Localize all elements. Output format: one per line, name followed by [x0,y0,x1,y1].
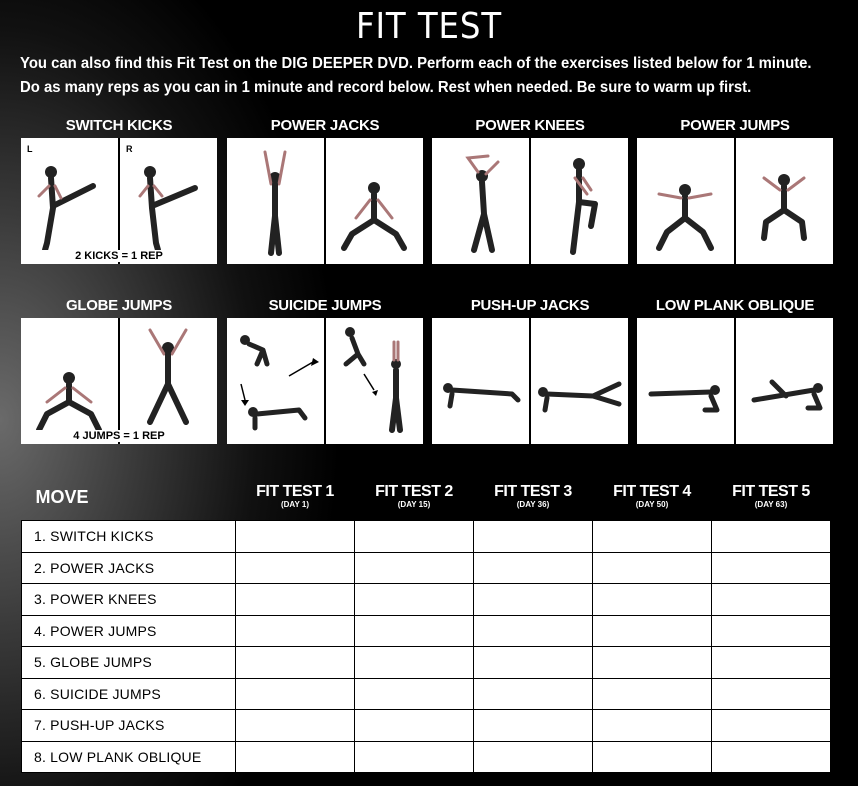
exercise-image [432,138,628,264]
rep-entry-cell[interactable] [712,710,831,742]
exercise-title: PUSH-UP JACKS [470,297,590,314]
jacks-up-figure [227,138,324,264]
move-name: 2. POWER JACKS [22,552,236,584]
rep-entry-cell[interactable] [236,647,355,679]
rep-entry-cell[interactable] [474,710,593,742]
exercise-low-plank-oblique [637,294,833,444]
fit-test-4-header: FIT TEST 4 (DAY 50) [613,483,691,509]
exercise-title: LOW PLANK OBLIQUE [655,297,815,314]
page-title: FIT TEST [355,6,503,47]
fit-test-5-header: FIT TEST 5 (DAY 63) [732,483,810,509]
rep-entry-cell[interactable] [355,615,474,647]
move-name: 3. POWER KNEES [22,584,236,616]
knees-lift-figure [531,138,628,264]
suicide-crouch-plank-figure [227,318,324,444]
rep-entry-cell[interactable] [355,678,474,710]
jumps-squat-figure [637,138,734,264]
fit-test-log-table [21,474,831,773]
exercise-title: SWITCH KICKS [65,117,173,134]
exercise-title: GLOBE JUMPS [66,297,172,314]
rep-entry-cell[interactable] [474,552,593,584]
rep-entry-cell[interactable] [712,741,831,773]
exercise-image [227,138,423,264]
kick-left-figure [21,138,118,264]
table-row [22,584,831,616]
rep-entry-cell[interactable] [236,521,355,553]
rep-entry-cell[interactable] [355,647,474,679]
exercise-title: POWER KNEES [475,117,585,134]
table-row [22,710,831,742]
rep-entry-cell[interactable] [712,615,831,647]
rep-entry-cell[interactable] [355,741,474,773]
rep-entry-cell[interactable] [712,552,831,584]
move-name: 6. SUICIDE JUMPS [22,678,236,710]
rep-entry-cell[interactable] [355,521,474,553]
kick-right-figure [120,138,217,264]
rep-entry-cell[interactable] [712,584,831,616]
rep-entry-cell[interactable] [474,741,593,773]
exercise-image [432,318,628,444]
move-name: 4. POWER JUMPS [22,615,236,647]
push-up-narrow-figure [432,318,529,444]
exercise-image [227,318,423,444]
exercise-image [21,318,217,444]
jumps-air-figure [736,138,833,264]
intro-text [20,52,812,100]
exercise-image [637,318,833,444]
rep-entry-cell[interactable] [593,678,712,710]
rep-entry-cell[interactable] [712,647,831,679]
table-row [22,678,831,710]
move-name: 7. PUSH-UP JACKS [22,710,236,742]
jacks-squat-figure [326,138,423,264]
exercise-title: SUICIDE JUMPS [268,297,382,314]
exercise-globe-jumps [21,294,217,444]
suicide-crouch-jump-figure [326,318,423,444]
rep-note: 4 JUMPS = 1 REP [21,430,217,442]
rep-entry-cell[interactable] [236,584,355,616]
exercise-title: POWER JUMPS [680,117,790,134]
globe-star-figure [120,318,217,444]
rep-entry-cell[interactable] [355,710,474,742]
move-name: 1. SWITCH KICKS [22,521,236,553]
plank-figure [637,318,734,444]
right-label: R [126,144,133,154]
rep-entry-cell[interactable] [236,710,355,742]
exercise-push-up-jacks [432,294,628,444]
left-label: L [27,144,33,154]
rep-entry-cell[interactable] [236,552,355,584]
table-row [22,741,831,773]
exercise-image [637,138,833,264]
rep-entry-cell[interactable] [593,710,712,742]
globe-squat-figure [21,318,118,444]
plank-oblique-figure [736,318,833,444]
rep-entry-cell[interactable] [474,615,593,647]
fit-test-3-header: FIT TEST 3 (DAY 36) [494,483,572,509]
move-name: 8. LOW PLANK OBLIQUE [22,741,236,773]
exercise-power-jacks [227,114,423,264]
exercise-title: POWER JACKS [270,117,380,134]
move-header: MOVE [35,486,89,507]
exercise-power-jumps [637,114,833,264]
rep-entry-cell[interactable] [593,647,712,679]
exercise-switch-kicks [21,114,217,264]
move-name: 5. GLOBE JUMPS [22,647,236,679]
table-row [22,615,831,647]
rep-note: 2 KICKS = 1 REP [21,250,217,262]
rep-entry-cell[interactable] [593,521,712,553]
rep-entry-cell[interactable] [355,552,474,584]
table-row [22,521,831,553]
rep-entry-cell[interactable] [236,615,355,647]
table-header-row [22,474,831,521]
exercise-power-knees [432,114,628,264]
fit-test-1-header: FIT TEST 1 (DAY 1) [256,483,334,509]
table-row [22,647,831,679]
rep-entry-cell[interactable] [712,521,831,553]
rep-entry-cell[interactable] [355,584,474,616]
rep-entry-cell[interactable] [236,741,355,773]
rep-entry-cell[interactable] [593,584,712,616]
rep-entry-cell[interactable] [593,741,712,773]
rep-entry-cell[interactable] [593,615,712,647]
exercise-suicide-jumps [227,294,423,444]
fit-test-2-header: FIT TEST 2 (DAY 15) [375,483,453,509]
rep-entry-cell[interactable] [474,647,593,679]
table-row [22,552,831,584]
rep-entry-cell[interactable] [593,552,712,584]
rep-entry-cell[interactable] [474,584,593,616]
exercise-image [21,138,217,264]
rep-entry-cell[interactable] [474,678,593,710]
rep-entry-cell[interactable] [474,521,593,553]
rep-entry-cell[interactable] [236,678,355,710]
rep-entry-cell[interactable] [712,678,831,710]
intro-line-2: Do as many reps as you can in 1 minute and record below. Rest when needed. Be sure to warm up first. [20,79,752,96]
intro-line-1: You can also find this Fit Test on the DIG DEEPER DVD. Perform each of the exercises listed below for 1 minute. [20,55,812,72]
push-up-wide-figure [531,318,628,444]
knees-reach-figure [432,138,529,264]
